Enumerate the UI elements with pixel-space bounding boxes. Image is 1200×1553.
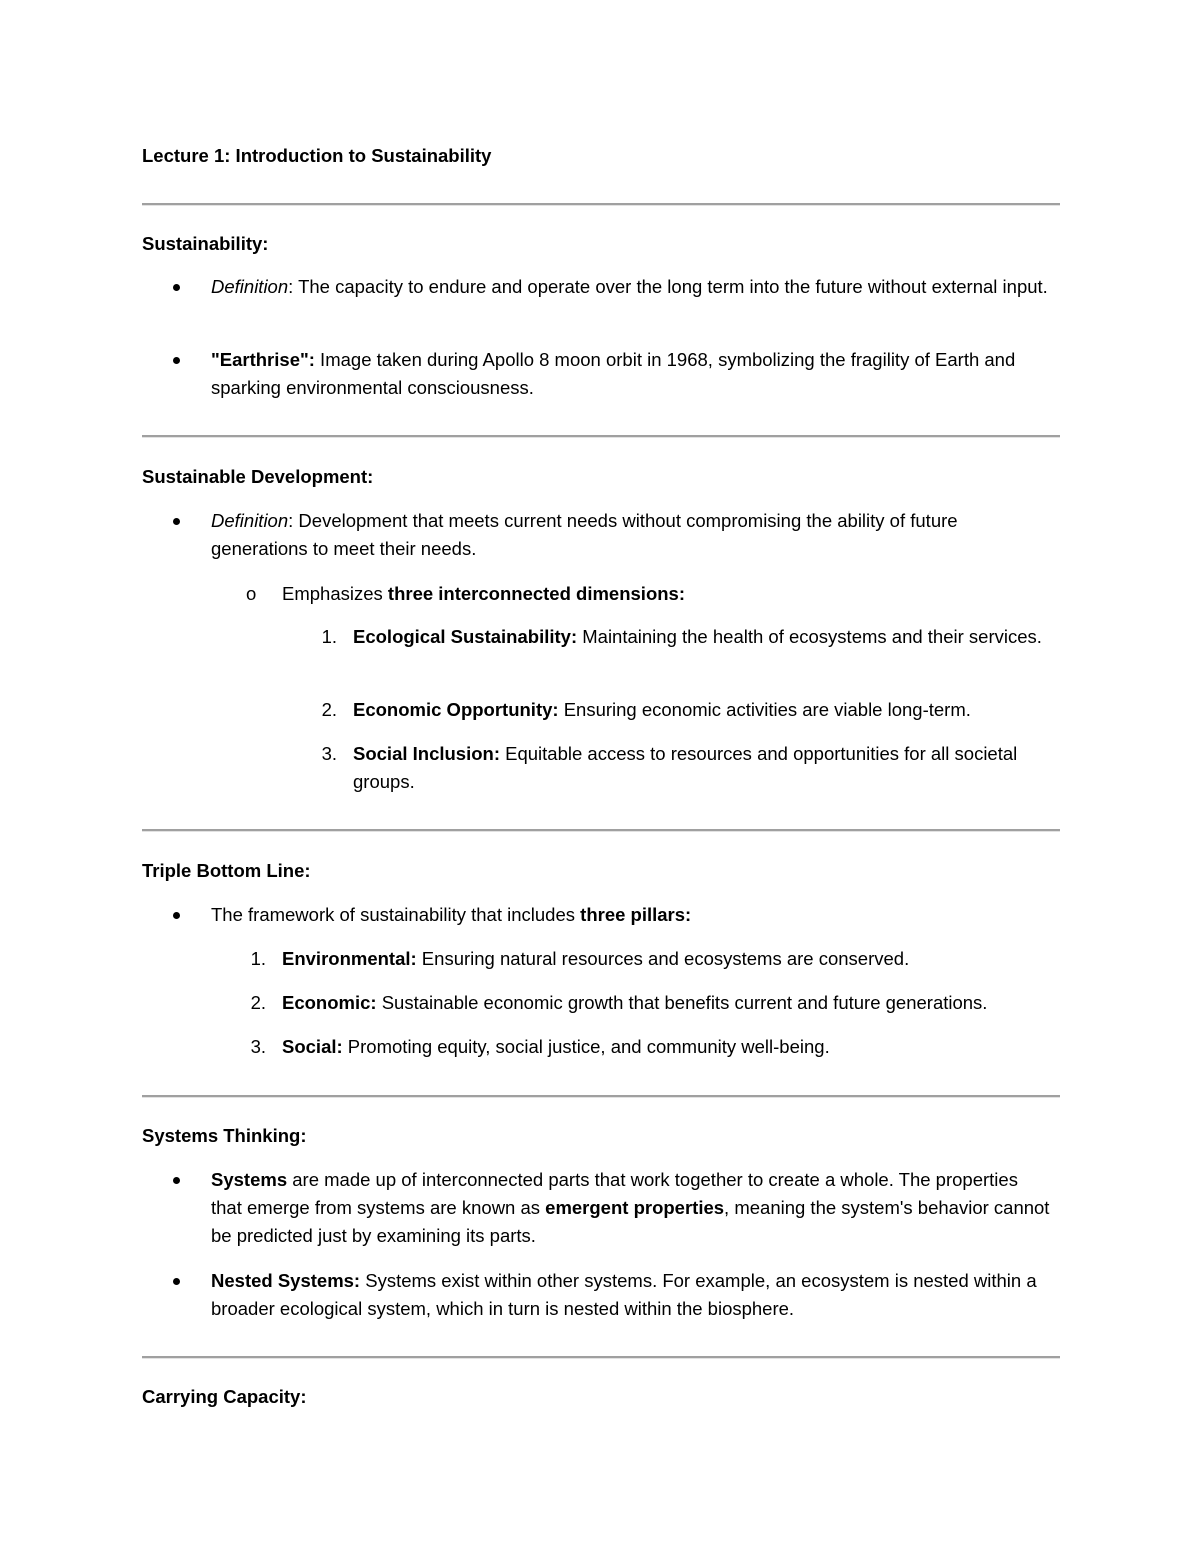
number-marker: 3. <box>321 743 337 764</box>
sub-bullet-bold: three interconnected dimensions: <box>387 583 685 604</box>
bullet-prefix: The framework of sustainability that includes <box>211 904 581 925</box>
bullet-bold: three pillars: <box>580 904 692 925</box>
document-page <box>142 0 1060 1553</box>
numbered-text <box>282 945 1057 973</box>
item-term: Social Inclusion: <box>353 743 500 764</box>
item-text: Maintaining the health of ecosystems and their services. <box>577 626 1042 647</box>
numbered-text <box>353 696 1053 724</box>
item-text: Equitable access to resources and opportunities for all societal groups. <box>353 743 1018 792</box>
item-term: Social: <box>282 1036 343 1057</box>
numbered-text <box>282 989 1057 1017</box>
bullet-text <box>211 1267 1051 1323</box>
bullet-icon <box>173 518 180 525</box>
bullet-icon <box>173 1278 180 1285</box>
item-text: Ensuring natural resources and ecosystems are conserved. <box>416 948 910 969</box>
item-text: Promoting equity, social justice, and community well-being. <box>342 1036 830 1057</box>
bullet-icon <box>173 912 180 919</box>
definition-text: : The capacity to endure and operate over the long term into the future without external input. <box>288 276 1048 297</box>
definition-text: : Development that meets current needs without compromising the ability of future generations to meet their needs. <box>211 510 958 559</box>
item-term: Economic: <box>282 992 377 1013</box>
numbered-text <box>353 740 1058 796</box>
earthrise-term: "Earthrise": <box>211 349 315 370</box>
systems-text-end: , meaning the system's behavior cannot be predicted just by examining its parts. <box>211 1197 1050 1246</box>
bullet-text <box>211 507 1051 563</box>
nested-systems-text: Systems exist within other systems. For example, an ecosystem is nested within a broader ecological system, which in turn is nested within the biosphere. <box>211 1270 1037 1319</box>
sub-bullet-marker: o <box>246 583 257 604</box>
number-marker: 2. <box>250 992 266 1013</box>
bullet-text <box>211 346 1051 402</box>
number-marker: 1. <box>250 948 266 969</box>
item-term: Economic Opportunity: <box>353 699 559 720</box>
horizontal-rule <box>142 1356 1060 1359</box>
number-marker: 2. <box>321 699 337 720</box>
bullet-icon <box>173 1177 180 1184</box>
section-heading-systems-thinking: Systems Thinking: <box>142 1125 307 1146</box>
sub-bullet-text <box>282 580 1052 608</box>
bullet-text <box>211 1166 1051 1250</box>
item-text: Sustainable economic growth that benefits current and future generations. <box>376 992 988 1013</box>
number-marker: 1. <box>321 626 337 647</box>
numbered-text <box>282 1033 1057 1061</box>
emergent-properties-term: emergent properties <box>545 1197 725 1218</box>
definition-term: Definition <box>211 276 289 297</box>
horizontal-rule <box>142 435 1060 438</box>
number-marker: 3. <box>250 1036 266 1057</box>
bullet-icon <box>173 284 180 291</box>
bullet-icon <box>173 357 180 364</box>
item-text: Ensuring economic activities are viable long-term. <box>558 699 971 720</box>
section-heading-sustainable-development: Sustainable Development: <box>142 466 374 487</box>
numbered-text <box>353 623 1053 651</box>
bullet-text <box>211 273 1051 301</box>
horizontal-rule <box>142 1095 1060 1098</box>
definition-term: Definition <box>211 510 289 531</box>
section-heading-triple-bottom-line: Triple Bottom Line: <box>142 860 311 881</box>
horizontal-rule <box>142 829 1060 832</box>
document-title: Lecture 1: Introduction to Sustainability <box>142 145 492 166</box>
section-heading-carrying-capacity: Carrying Capacity: <box>142 1386 307 1407</box>
item-term: Ecological Sustainability: <box>353 626 578 647</box>
nested-systems-term: Nested Systems: <box>211 1270 361 1291</box>
horizontal-rule <box>142 203 1060 206</box>
bullet-text <box>211 901 1051 929</box>
systems-term: Systems <box>211 1169 288 1190</box>
section-heading-sustainability: Sustainability: <box>142 233 269 254</box>
item-term: Environmental: <box>282 948 417 969</box>
earthrise-text: Image taken during Apollo 8 moon orbit in 1968, symbolizing the fragility of Earth and sparking environmental consciousness. <box>211 349 1016 398</box>
sub-bullet-prefix: Emphasizes <box>282 583 388 604</box>
systems-text: are made up of interconnected parts that work together to create a whole. The properties that emerge from systems are known as <box>211 1169 1018 1218</box>
